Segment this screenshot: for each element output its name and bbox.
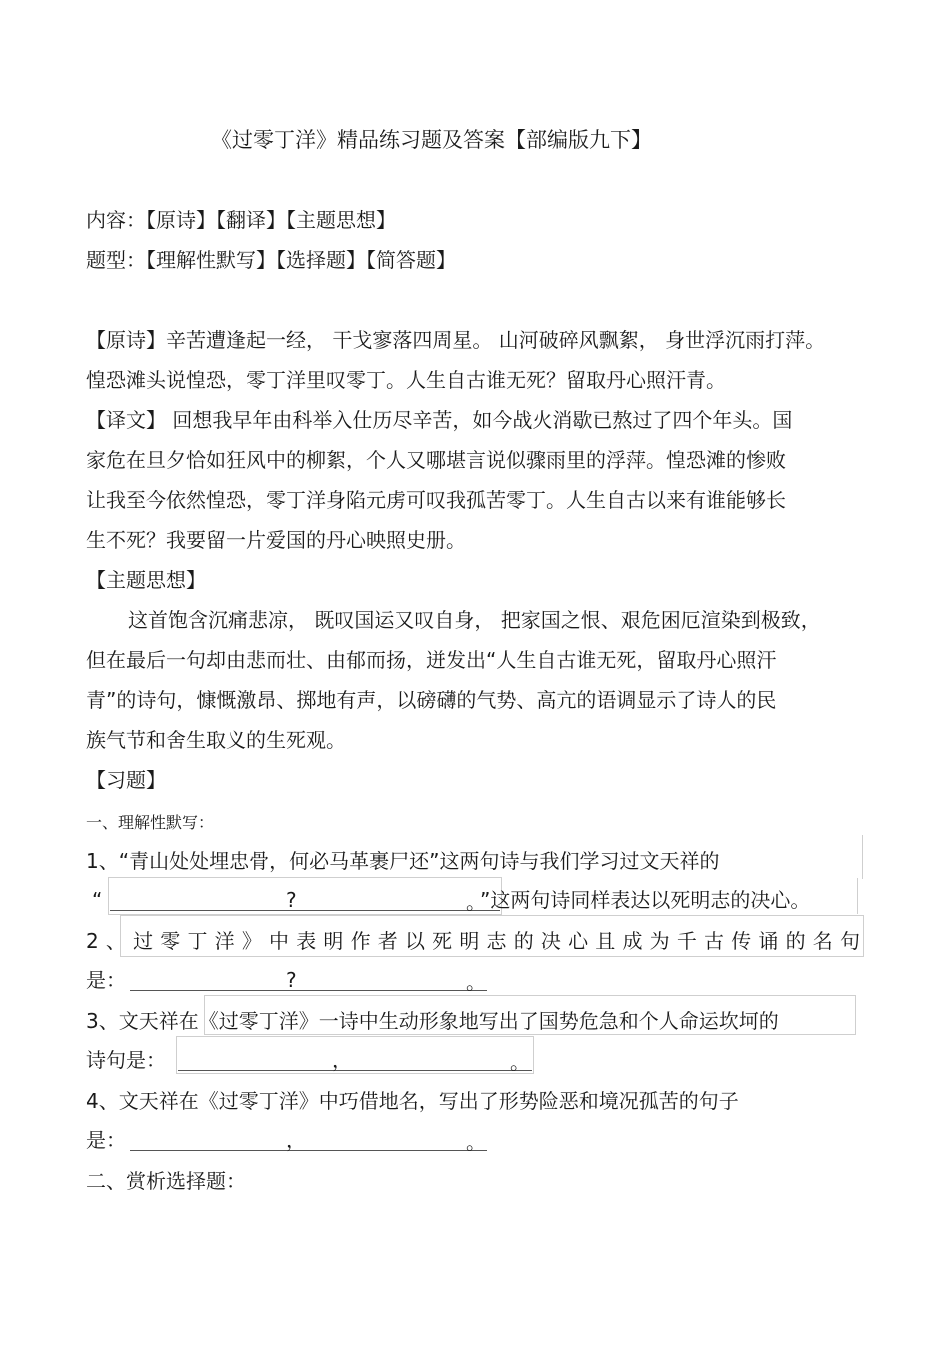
q3-mark-comma: ，	[332, 1048, 352, 1072]
section1-heading: 一、理解性默写：	[86, 813, 215, 832]
q4-prefix: 是：	[86, 1128, 126, 1152]
q1-text: 1、“青山处处埋忠骨，何必马革裹尸还”这两句诗与我们学习过文天祥的	[86, 849, 720, 873]
q2-answer-line[interactable]	[130, 990, 487, 991]
q1-open-quote: “	[92, 888, 103, 912]
q3-answer-box[interactable]	[176, 1036, 534, 1074]
q1-mark-question: ?	[286, 888, 297, 912]
q3-prefix: 诗句是：	[86, 1048, 166, 1072]
translation-line-1: 【译文】 回想我早年由科举入仕历尽辛苦，如今战火消歇已熬过了四个年头。国	[86, 408, 793, 432]
q2-mark-period: 。	[466, 970, 486, 994]
poem-line-1: 【原诗】辛苦遭逢起一经， 干戈寥落四周星。 山河破碎风飘絮， 身世浮沉雨打萍。	[86, 328, 826, 352]
q2-mark-question: ?	[286, 968, 297, 992]
section2-heading: 二、赏析选择题：	[86, 1169, 246, 1193]
q4-mark-comma: ，	[286, 1128, 306, 1152]
translation-line-2: 家危在旦夕恰如狂风中的柳絮，个人又哪堪言说似骤雨里的浮萍。惶恐滩的惨败	[86, 448, 786, 472]
theme-line-2: 但在最后一句却由悲而壮、由郁而扬，迸发出“人生自古谁无死，留取丹心照汗	[86, 648, 777, 672]
theme-heading: 【主题思想】	[86, 568, 206, 592]
q3-text: 3、文天祥在《过零丁洋》一诗中生动形象地写出了国势危急和个人命运坎坷的	[86, 1009, 779, 1033]
q4-answer-line[interactable]	[130, 1150, 487, 1151]
q2-prefix: 是：	[86, 968, 126, 992]
q1-closing-text: ”这两句诗同样表达以死明志的决心。	[480, 888, 811, 912]
translation-line-3: 让我至今依然惶恐，零丁洋身陷元虏可叹我孤苦零丁。人生自古以来有谁能够长	[86, 488, 786, 512]
q4-mark-period: 。	[466, 1130, 486, 1154]
exercises-heading: 【习题】	[86, 768, 166, 792]
theme-line-1: 这首饱含沉痛悲凉， 既叹国运又叹自身， 把家国之恨、艰危困厄渲染到极致，	[128, 608, 821, 632]
q1-answer-line	[110, 910, 500, 911]
q1-right-frame	[857, 878, 858, 914]
poem-line-2: 惶恐滩头说惶恐，零丁洋里叹零丁。人生自古谁无死？留取丹心照汗青。	[86, 368, 726, 392]
q3-mark-period: 。	[510, 1050, 530, 1074]
page-title: 《过零丁洋》精品练习题及答案【部编版九下】	[211, 128, 652, 152]
q2-text: 2、过零丁洋》中表明作者以死明志的决心且成为千古传诵的名句	[86, 929, 860, 953]
theme-line-3: 青”的诗句，慷慨激昂、掷地有声，以磅礴的气势、高亢的语调显示了诗人的民	[86, 688, 777, 712]
q4-text: 4、文天祥在《过零丁洋》中巧借地名，写出了形势险恶和境况孤苦的句子	[86, 1089, 739, 1113]
translation-line-4: 生不死？我要留一片爱国的丹心映照史册。	[86, 528, 466, 552]
q1-frame	[858, 835, 863, 879]
q3-answer-line	[178, 1070, 532, 1071]
q1-mark-period: 。	[466, 890, 486, 914]
type-line: 题型：【理解性默写】【选择题】【简答题】	[86, 248, 456, 272]
theme-line-4: 族气节和舍生取义的生死观。	[86, 728, 346, 752]
content-line: 内容：【原诗】【翻译】【主题思想】	[86, 208, 396, 232]
